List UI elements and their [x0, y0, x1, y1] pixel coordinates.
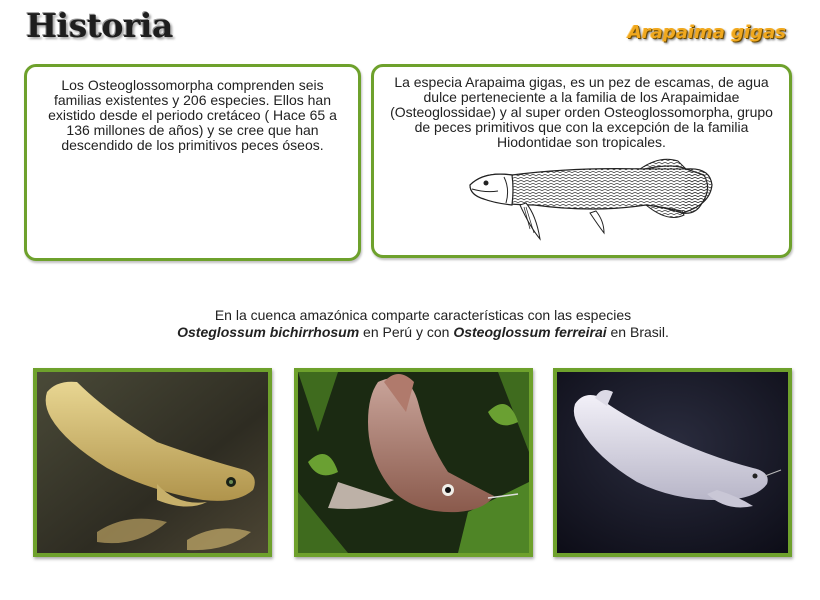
caption-species-1: Osteglossum bichirrhosum: [177, 324, 360, 340]
golden-arowana-photo: [33, 368, 272, 557]
red-arowana-photo: [294, 368, 533, 557]
history-panel: [24, 64, 361, 261]
species-text: La especia Arapaima gigas, es un pez de escamas, de agua dulce perteneciente a la familia de los Arapaimidae (Osteoglossidae) y al super orden Osteoglossomorpha, grupo de peces primitivos que con la excepción de la familia Hiodontidae son tropicales.: [390, 74, 773, 150]
species-panel: [371, 64, 792, 258]
caption-line-1: En la cuenca amazónica comparte características con las especies: [214, 307, 632, 323]
silver-arowana-photo: [553, 368, 792, 557]
caption-mid: en Perú y con: [359, 324, 454, 340]
history-text: Los Osteoglossomorpha comprenden seis familias existentes y 206 especies. Ellos han existido desde el periodo cretáceo ( Hace 65 a 136 millones de años) y se cree que han descendido de los primitivos peces óseos.: [48, 77, 337, 153]
page-title: Historia: [26, 6, 173, 45]
species-caption: [0, 307, 820, 341]
caption-end: en Brasil.: [606, 324, 669, 340]
fish-illustration: [464, 155, 714, 251]
species-subtitle: Arapaima gigas: [627, 22, 786, 43]
caption-species-2: Osteoglossum ferreirai: [453, 324, 607, 340]
